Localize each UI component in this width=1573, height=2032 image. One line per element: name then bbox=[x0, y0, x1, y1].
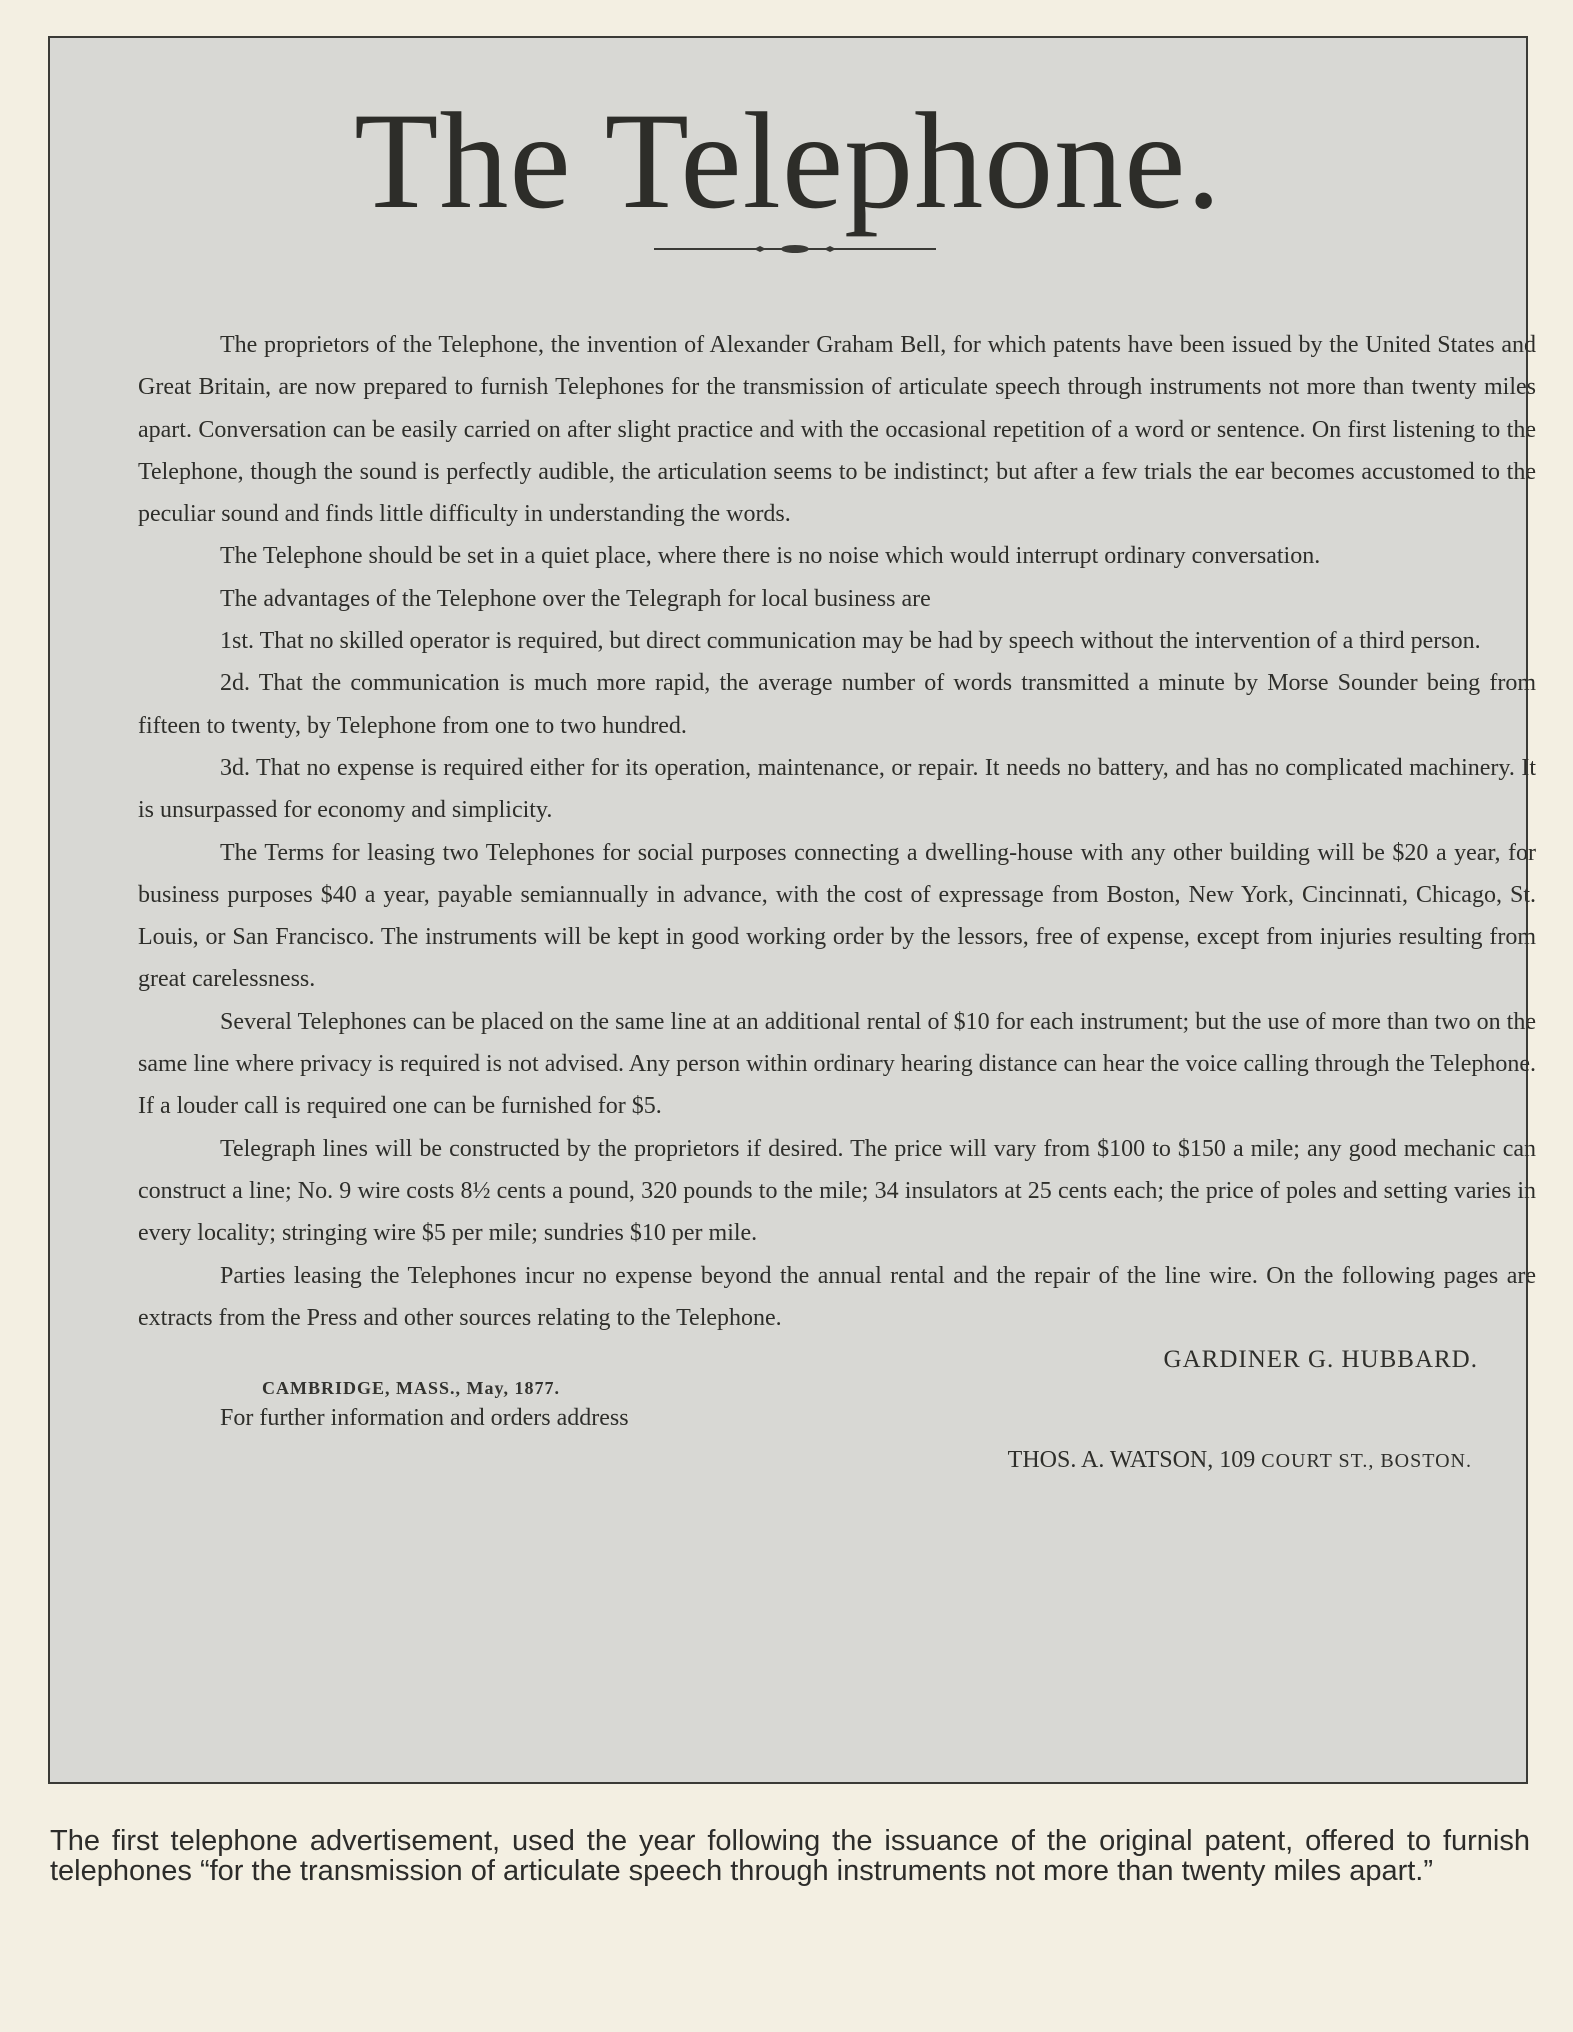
paragraph-several-telephones: Several Telephones can be placed on the same line at an additional rental of $10 for each instrument; but the use of more than two on the same line where privacy is required is not advised. Any person within ordinary hearing distance can hear the voice calling through the Telephone. If a louder call is required one can be furnished for $5. bbox=[138, 1008, 1536, 1120]
paragraph-terms: The Terms for leasing two Telephones for social purposes connecting a dwelling-house with any other building will be $20 a year, for business purposes $40 a year, payable semiannually in advance, with the cost of expressage from Boston, New York, Cincinnati, Chicago, St. Louis, or San Francisco. The instruments will be kept in good working order by the lessors, free of expense, except from injuries resulting from great carelessness. bbox=[138, 839, 1536, 993]
dateline: CAMBRIDGE, MASS., May, 1877. bbox=[262, 1378, 561, 1399]
paragraph-quiet-place: The Telephone should be set in a quiet place, where there is no noise which would interrupt ordinary conversation. bbox=[220, 543, 1321, 570]
advertisement-title: The Telephone. bbox=[354, 84, 1222, 237]
address-name: THOS. A. WATSON, 109 bbox=[1007, 1447, 1256, 1474]
paragraph-parties-leasing: Parties leasing the Telephones incur no expense beyond the annual rental and the repair of the line wire. On the following pages are extracts from the Press and other sources relating to the Telephone. bbox=[138, 1262, 1536, 1331]
paragraph-advantages: The advantages of the Telephone over the Telegraph for local business are bbox=[220, 585, 931, 612]
advertisement-frame bbox=[48, 36, 1536, 1784]
advertisement-body bbox=[138, 324, 1536, 1483]
further-information: For further information and orders address bbox=[220, 1405, 629, 1432]
paragraph-first-advantage: 1st. That no skilled operator is required, but direct communication may be had by speech without the intervention of a third person. bbox=[220, 628, 1481, 655]
figure-caption: The first telephone advertisement, used the year following the issuance of the original patent, offered to furnish telephones “for the transmission of articulate speech through instruments not more than twenty miles apart.” bbox=[50, 1825, 1530, 1887]
paragraph-second-advantage: 2d. That the communication is much more rapid, the average number of words transmitted a minute by Morse Sounder being from fifteen to twenty, by Telephone from one to two hundred. bbox=[138, 670, 1536, 739]
paragraph-third-advantage: 3d. That no expense is required either for its operation, maintenance, or repair. It needs no battery, and has no complicated machinery. It is unsurpassed for economy and simplicity. bbox=[138, 754, 1536, 824]
paragraph-telegraph-lines: Telegraph lines will be constructed by the proprietors if desired. The price will vary from $100 to $150 a mile; any good mechanic can construct a line; No. 9 wire costs 8½ cents a pound, 320 pounds to the mile; 34 insulators at 25 cents each; the price of poles and setting varies in every locality; stringing wire $5 per mile; sundries $10 per mile. bbox=[138, 1135, 1536, 1247]
address-line bbox=[138, 1439, 1536, 1482]
signer-name: GARDINER G. HUBBARD. bbox=[1163, 1346, 1478, 1374]
signature-row bbox=[138, 1339, 1536, 1397]
address-street: COURT ST., BOSTON. bbox=[1261, 1450, 1472, 1473]
paragraph-intro: The proprietors of the Telephone, the invention of Alexander Graham Bell, for which patents have been issued by the United States and Great Britain, are now prepared to furnish Telephones for the transmission of articulate speech through instruments not more than twenty miles apart. Conversation can be easily carried on after slight practice and with the occasional repetition of a word or sentence. On first listening to the Telephone, though the sound is perfectly audible, the articulation seems to be indistinct; but after a few trials the ear becomes accustomed to the peculiar sound and finds little difficulty in understanding the words. bbox=[138, 332, 1536, 528]
ornament-divider-icon bbox=[654, 241, 936, 257]
